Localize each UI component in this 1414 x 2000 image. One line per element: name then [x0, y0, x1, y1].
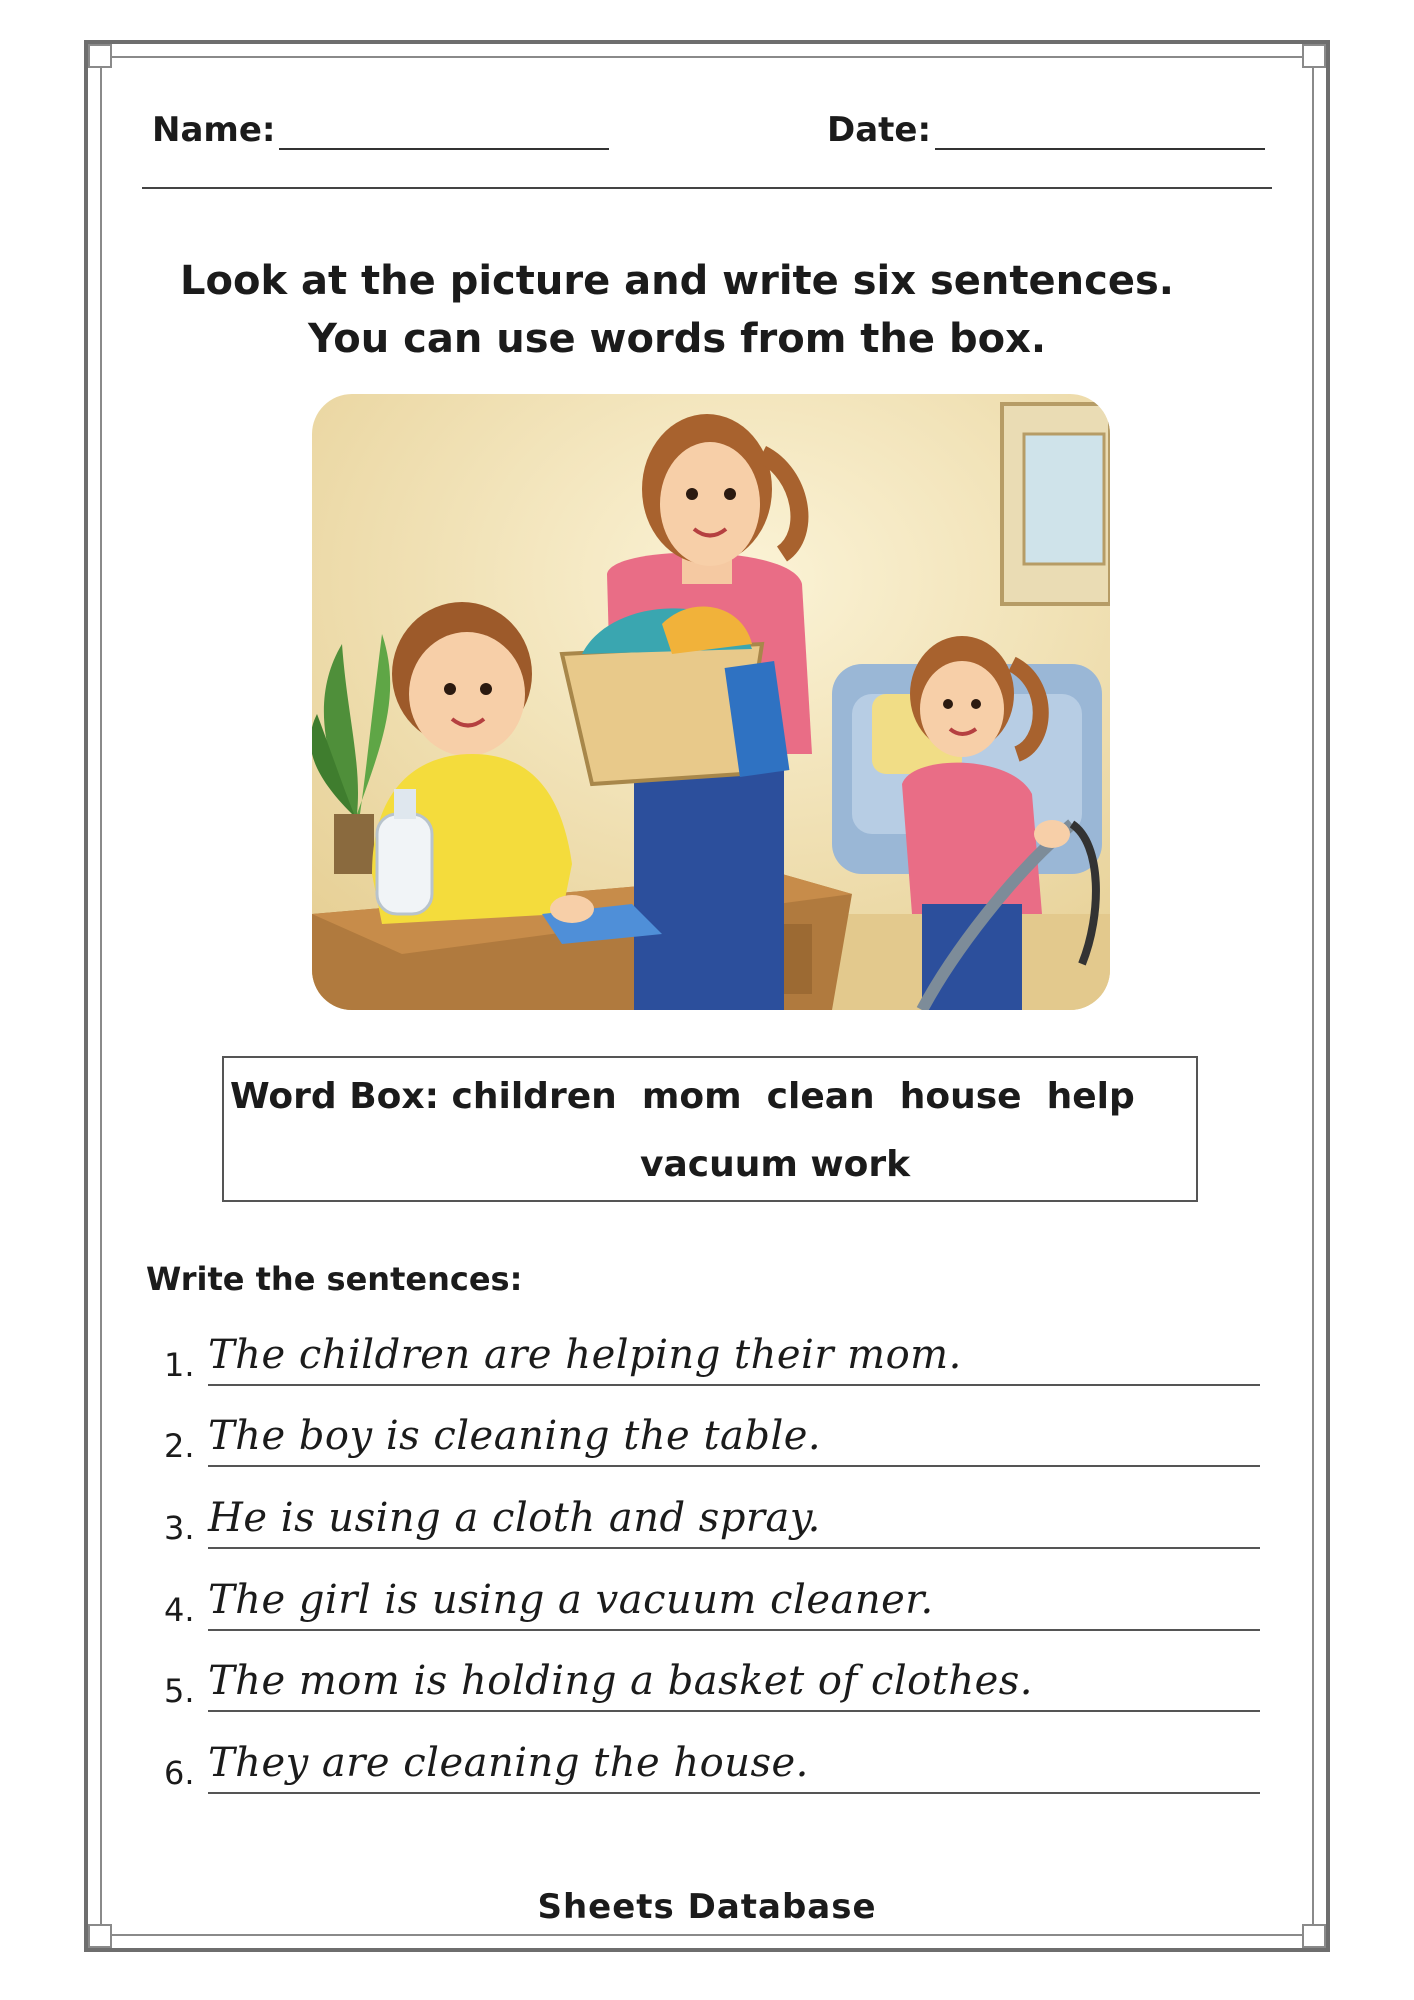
writing-line: [208, 1465, 1260, 1467]
footer-brand: Sheets Database: [537, 1887, 877, 1927]
corner-ornament: [88, 44, 112, 68]
sentence-text: The children are helping their mom.: [208, 1332, 962, 1378]
header-divider: [142, 187, 1272, 189]
date-label: Date:: [827, 110, 932, 150]
date-field[interactable]: [827, 110, 1265, 150]
word-box: [222, 1056, 1198, 1202]
writing-line: [208, 1547, 1260, 1549]
sentence-text: He is using a cloth and spray.: [208, 1495, 821, 1541]
name-blank[interactable]: [279, 112, 609, 150]
writing-line: [208, 1792, 1260, 1794]
illustration-svg: [312, 394, 1110, 1010]
sentence-number: 2.: [164, 1427, 195, 1465]
sentence-number: 5.: [164, 1672, 195, 1710]
sentence-text: The boy is cleaning the table.: [208, 1413, 822, 1459]
illustration-family-cleaning: [312, 394, 1110, 1010]
writing-line: [208, 1384, 1260, 1386]
write-sentences-label: Write the sentences:: [146, 1260, 523, 1298]
corner-ornament: [88, 1924, 112, 1948]
word-box-line-2: vacuum work: [640, 1144, 911, 1185]
instructions: [120, 252, 1234, 368]
instruction-line-2: You can use words from the box.: [307, 316, 1047, 362]
sentence-line[interactable]: [160, 1481, 1260, 1551]
writing-line: [208, 1629, 1260, 1631]
sentence-number: 1.: [164, 1346, 195, 1384]
corner-ornament: [1302, 1924, 1326, 1948]
sentence-number: 3.: [164, 1509, 195, 1547]
sentence-text: They are cleaning the house.: [208, 1740, 809, 1786]
sentence-text: The girl is using a vacuum cleaner.: [208, 1577, 934, 1623]
date-blank[interactable]: [935, 112, 1265, 150]
sentence-line[interactable]: [160, 1563, 1260, 1633]
sentence-line[interactable]: [160, 1726, 1260, 1796]
sentence-line[interactable]: [160, 1399, 1260, 1469]
sentence-line[interactable]: [160, 1644, 1260, 1714]
instruction-line-1: Look at the picture and write six sentences.: [180, 258, 1174, 304]
name-label: Name:: [152, 110, 276, 150]
word-box-line-1: Word Box: children mom clean house help: [230, 1076, 1135, 1117]
sentence-number: 4.: [164, 1591, 195, 1629]
corner-ornament: [1302, 44, 1326, 68]
sentence-text: The mom is holding a basket of clothes.: [208, 1658, 1034, 1704]
sentence-number: 6.: [164, 1754, 195, 1792]
writing-line: [208, 1710, 1260, 1712]
sentence-line[interactable]: [160, 1318, 1260, 1388]
name-field[interactable]: [152, 110, 609, 150]
